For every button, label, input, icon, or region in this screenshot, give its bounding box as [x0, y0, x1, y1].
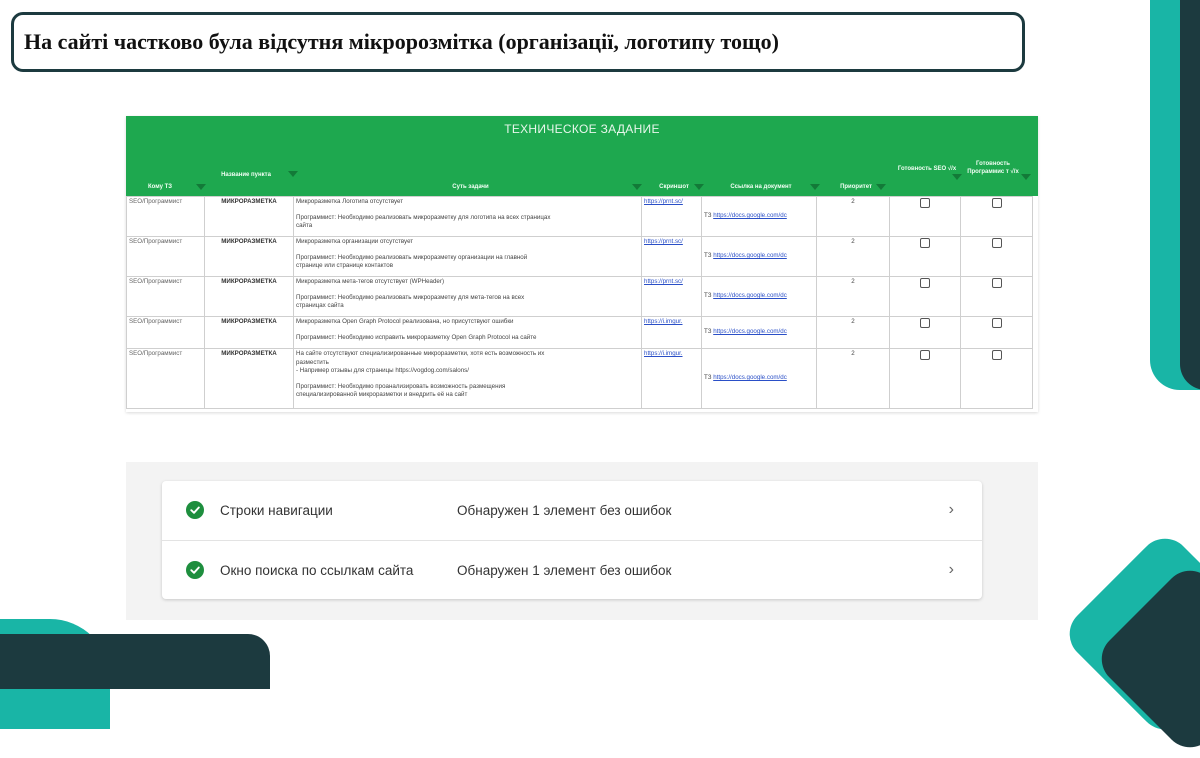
cell-item-name[interactable]: МИКРОРАЗМЕТКА	[205, 237, 294, 277]
task-line	[296, 376, 639, 383]
filter-icon[interactable]	[694, 184, 704, 190]
cell-task[interactable]	[294, 237, 642, 277]
screenshot-link[interactable]: https://prnt.sc/	[644, 278, 683, 285]
structured-data-card	[162, 481, 982, 599]
cell-dev-ready	[961, 349, 1033, 409]
cell-priority[interactable]: 2	[817, 349, 890, 409]
doc-prefix: ТЗ	[704, 212, 712, 220]
cell-who[interactable]: SEO/Программист	[127, 317, 205, 349]
table-row	[127, 237, 1033, 277]
doc-prefix: ТЗ	[704, 328, 712, 336]
seo-ready-checkbox[interactable]	[920, 350, 930, 360]
col-header-task: Суть задачи	[452, 184, 489, 190]
table-row	[127, 349, 1033, 409]
col-header-screenshot: Скриншот	[659, 184, 689, 190]
screenshot-link[interactable]: https://prnt.sc/	[644, 238, 683, 245]
task-line: Программист: Необходимо проанализировать возможность размещения	[296, 382, 506, 390]
cell-task[interactable]	[294, 317, 642, 349]
table-row	[127, 277, 1033, 317]
cell-doc-link	[702, 349, 817, 409]
cell-item-name[interactable]: МИКРОРАЗМЕТКА	[205, 317, 294, 349]
table-row	[127, 317, 1033, 349]
doc-prefix: ТЗ	[704, 374, 712, 382]
slide-title: На сайті частково була відсутня мікророзмітка (організації, логотипу тощо)	[24, 29, 779, 54]
screenshot-link[interactable]: https://prnt.sc/	[644, 198, 683, 205]
screenshot-link[interactable]: https://i.imgur.	[644, 318, 683, 325]
dev-ready-checkbox[interactable]	[992, 350, 1002, 360]
cell-who[interactable]: SEO/Программист	[127, 349, 205, 409]
task-line: Программист: Необходимо исправить микроразметку Open Graph Protocol на сайте	[296, 333, 537, 341]
cell-who[interactable]: SEO/Программист	[127, 197, 205, 237]
cell-who[interactable]: SEO/Программист	[127, 237, 205, 277]
check-circle-icon	[186, 561, 204, 579]
task-line: Программист: Необходимо реализовать микроразметку для логотипа на всех страницах	[296, 213, 551, 221]
task-line	[296, 207, 639, 214]
task-line: Микроразметка Open Graph Protocol реализована, но присутствуют ошибки	[296, 318, 514, 325]
task-line: - Например отзывы для страницы https://vogdog.com/salons/	[296, 367, 469, 374]
task-line: страницах сайта	[296, 302, 344, 309]
task-line: Микроразметка Логотипа отсутствует	[296, 198, 404, 205]
check-circle-icon	[186, 501, 204, 519]
cell-seo-ready	[890, 197, 961, 237]
chevron-right-icon[interactable]: ›	[948, 561, 954, 578]
col-header-item: Название пункта	[221, 172, 271, 178]
cell-screenshot	[642, 237, 702, 277]
cell-seo-ready	[890, 277, 961, 317]
task-line: Программист: Необходимо реализовать микроразметку для мета-тегов на всех	[296, 293, 525, 301]
task-line: Микроразметка организации отсутствует	[296, 238, 414, 245]
task-line: специализированной микроразметки и внедрить её на сайт	[296, 391, 468, 398]
item-label: Строки навигации	[220, 502, 333, 518]
list-item-breadcrumbs[interactable]	[162, 481, 982, 539]
cell-who[interactable]: SEO/Программист	[127, 277, 205, 317]
dev-ready-checkbox[interactable]	[992, 278, 1002, 288]
filter-icon[interactable]	[1021, 174, 1031, 180]
task-line	[296, 327, 639, 334]
cell-doc-link	[702, 317, 817, 349]
cell-item-name[interactable]: МИКРОРАЗМЕТКА	[205, 349, 294, 409]
doc-link[interactable]: https://docs.google.com/dc	[713, 374, 787, 382]
filter-icon[interactable]	[288, 171, 298, 177]
decor-bottom-left-dark	[0, 634, 270, 689]
task-line	[296, 247, 639, 254]
filter-icon[interactable]	[952, 174, 962, 180]
task-line: Программист: Необходимо реализовать микроразметку организации на главной	[296, 253, 528, 261]
sheet-title: ТЕХНИЧЕСКОЕ ЗАДАНИЕ	[504, 122, 660, 136]
cell-dev-ready	[961, 317, 1033, 349]
cell-priority[interactable]: 2	[817, 197, 890, 237]
cell-priority[interactable]: 2	[817, 277, 890, 317]
structured-data-panel	[126, 462, 1038, 620]
task-line: Микроразметка мета-тегов отсутствует (WPHeader)	[296, 278, 444, 285]
sheet-header	[126, 116, 1038, 196]
cell-doc-link	[702, 277, 817, 317]
doc-link[interactable]: https://docs.google.com/dc	[713, 292, 787, 300]
cell-screenshot	[642, 277, 702, 317]
seo-ready-checkbox[interactable]	[920, 238, 930, 248]
cell-item-name[interactable]: МИКРОРАЗМЕТКА	[205, 277, 294, 317]
item-status: Обнаружен 1 элемент без ошибок	[457, 562, 672, 578]
seo-ready-checkbox[interactable]	[920, 318, 930, 328]
screenshot-link[interactable]: https://i.imgur.	[644, 350, 683, 357]
cell-seo-ready	[890, 349, 961, 409]
dev-ready-checkbox[interactable]	[992, 198, 1002, 208]
slide-title-box	[11, 12, 1025, 72]
list-item-sitelinks-search[interactable]	[162, 540, 982, 599]
cell-screenshot	[642, 197, 702, 237]
doc-link[interactable]: https://docs.google.com/dc	[713, 328, 787, 336]
task-table	[126, 196, 1033, 409]
item-label: Окно поиска по ссылкам сайта	[220, 562, 414, 578]
cell-screenshot	[642, 317, 702, 349]
col-header-dev-ready: Готовность Программис т √/х	[967, 161, 1019, 175]
cell-task[interactable]	[294, 197, 642, 237]
cell-seo-ready	[890, 237, 961, 277]
doc-prefix: ТЗ	[704, 252, 712, 260]
filter-icon[interactable]	[810, 184, 820, 190]
filter-icon[interactable]	[196, 184, 206, 190]
cell-doc-link	[702, 197, 817, 237]
cell-doc-link	[702, 237, 817, 277]
col-header-priority: Приоритет	[840, 184, 872, 190]
cell-task[interactable]	[294, 277, 642, 317]
seo-ready-checkbox[interactable]	[920, 198, 930, 208]
table-row	[127, 197, 1033, 237]
doc-prefix: ТЗ	[704, 292, 712, 300]
cell-dev-ready	[961, 277, 1033, 317]
dev-ready-checkbox[interactable]	[992, 318, 1002, 328]
task-line: сайта	[296, 222, 313, 229]
col-header-who: Кому ТЗ	[147, 184, 173, 190]
decor-right-dark-bar	[1180, 0, 1200, 390]
task-line: странице или странице контактов	[296, 262, 393, 269]
cell-task[interactable]	[294, 349, 642, 409]
task-line: На сайте отсутствуют специализированные микроразметки, хотя есть возможность их	[296, 350, 545, 357]
chevron-right-icon[interactable]: ›	[948, 501, 954, 518]
cell-screenshot	[642, 349, 702, 409]
cell-priority[interactable]: 2	[817, 317, 890, 349]
dev-ready-checkbox[interactable]	[992, 238, 1002, 248]
doc-link[interactable]: https://docs.google.com/dc	[713, 212, 787, 220]
item-status: Обнаружен 1 элемент без ошибок	[457, 502, 672, 518]
col-header-seo-ready: Готовность SEO √/х	[897, 166, 957, 172]
seo-ready-checkbox[interactable]	[920, 278, 930, 288]
doc-link[interactable]: https://docs.google.com/dc	[713, 252, 787, 260]
cell-dev-ready	[961, 237, 1033, 277]
cell-priority[interactable]: 2	[817, 237, 890, 277]
cell-seo-ready	[890, 317, 961, 349]
cell-item-name[interactable]: МИКРОРАЗМЕТКА	[205, 197, 294, 237]
col-header-doc-link: Ссылка на документ	[730, 184, 792, 190]
task-line	[296, 287, 639, 294]
filter-icon[interactable]	[876, 184, 886, 190]
cell-dev-ready	[961, 197, 1033, 237]
tech-task-spreadsheet	[126, 116, 1038, 412]
task-line: разместить	[296, 358, 329, 366]
filter-icon[interactable]	[632, 184, 642, 190]
